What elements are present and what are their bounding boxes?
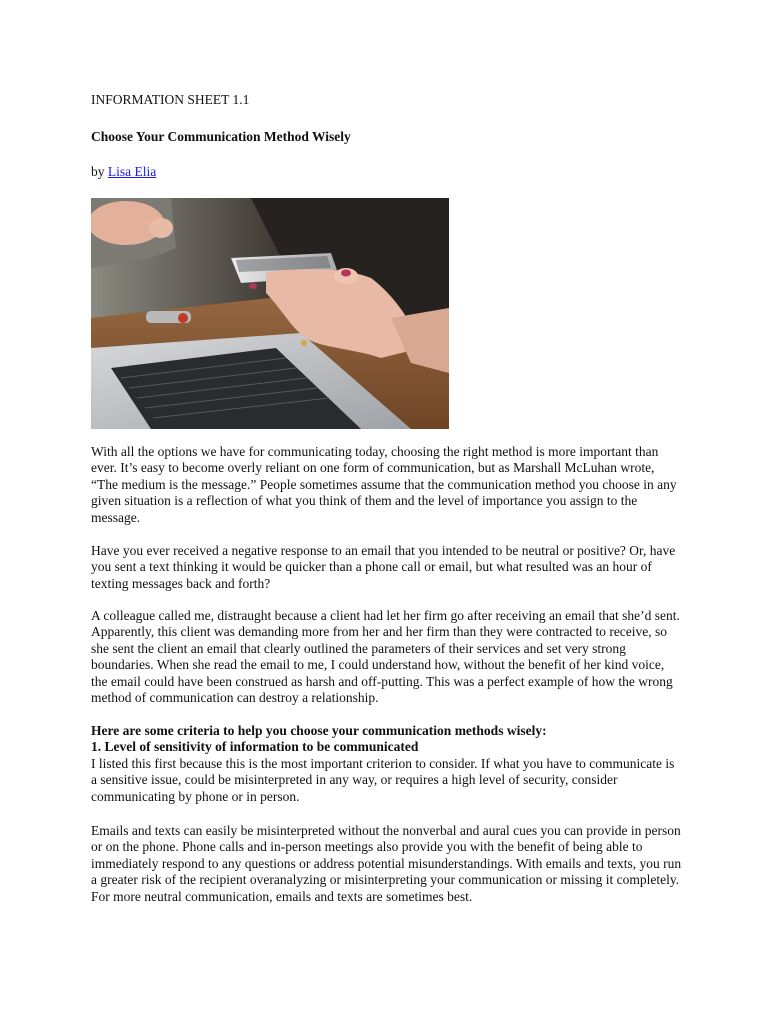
paragraph-5-section bbox=[91, 823, 683, 905]
paragraph-2: Have you ever received a negative response to an email that you intended to be neutral or positive? Or, have you sent a text thinking it would be quicker than a phone call or email, but what resulted was an hour of texting messages back and forth? bbox=[91, 543, 676, 591]
byline bbox=[91, 164, 156, 180]
criteria-heading: Here are some criteria to help you choose your communication methods wisely: bbox=[91, 723, 547, 738]
author-link[interactable]: Lisa Elia bbox=[107, 164, 157, 179]
paragraph-1: With all the options we have for communicating today, choosing the right method is more important than ever. It’s easy to become overly reliant on one form of communication, but as Marshall McLuhan wrote, “The medium is the message.” People sometimes assume that the communication method you choose in any given situation is a reflection of what you think of them and the level of importance you assign to the message. bbox=[91, 444, 677, 525]
article-photo bbox=[91, 198, 449, 429]
criteria-section bbox=[91, 723, 683, 805]
byline-prefix: by bbox=[91, 164, 108, 179]
paragraph-3: A colleague called me, distraught because a client had let her firm go after receiving an email that she’d sent. Apparently, this client was demanding more from her and her firm than they were contracted to receive, so she sent the client an email that clearly outlined the parameters of their services and set very strong boundaries. When she read the email to me, I could understand how, without the benefit of her kind voice, the email could have been construed as harsh and off-putting. This was a perfect example of how the wrong method of communication can destroy a relationship. bbox=[91, 608, 680, 706]
document-title: Choose Your Communication Method Wisely bbox=[91, 129, 351, 144]
criterion-1-text: I listed this first because this is the most important criterion to consider. If what you have to communicate is a sensitive issue, could be misinterpreted in any way, or requires a high level of security, consider communicating by phone or in person. bbox=[91, 755, 675, 804]
paragraph-6: For more neutral communication, emails and texts are sometimes best. bbox=[91, 888, 473, 904]
paragraph-5: Emails and texts can easily be misinterpreted without the nonverbal and aural cues you can provide in person or on the phone. Phone calls and in-person meetings also provide you with the benefit of being able to immediately respond to any questions or address potential misunderstandings. With emails and texts, you run a greater risk of the recipient overanalyzing or misinterpreting your communication or missing it completely. bbox=[91, 823, 682, 888]
criterion-1-heading: 1. Level of sensitivity of information to be communicated bbox=[91, 739, 419, 755]
sheet-title: INFORMATION SHEET 1.1 bbox=[91, 92, 250, 107]
